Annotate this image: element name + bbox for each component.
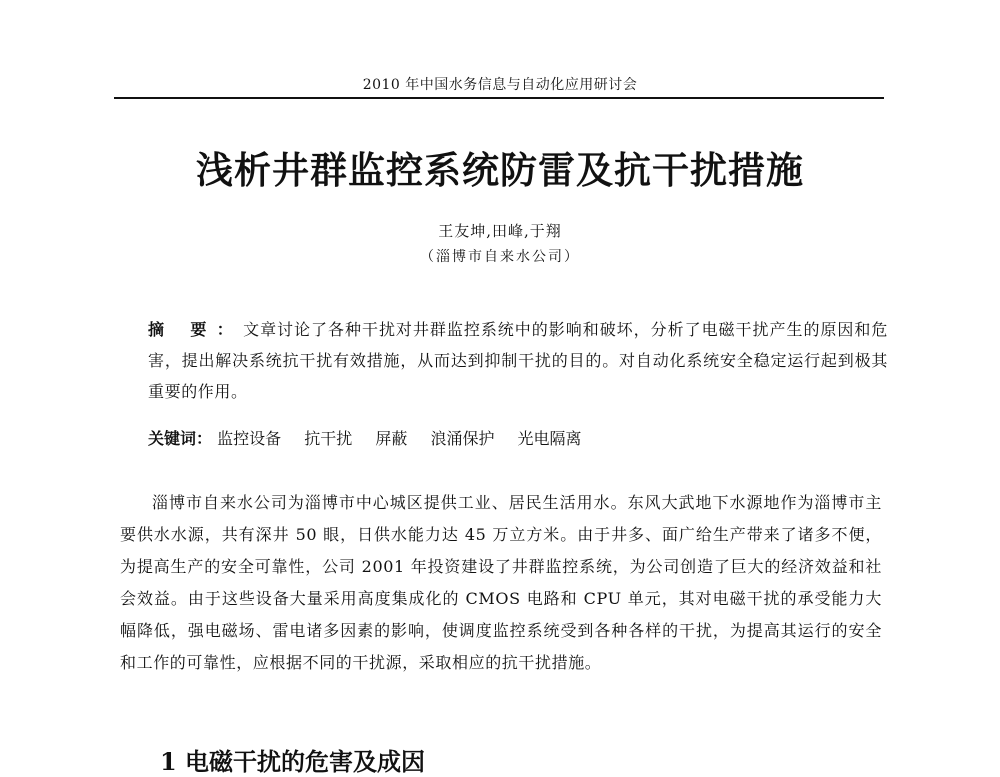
keyword-item: 屏蔽	[375, 429, 408, 448]
author-list: 王友坤,田峰,于翔	[438, 222, 562, 240]
section-heading: 1 电磁干扰的危害及成因	[160, 747, 426, 776]
abstract-label: 摘 要：	[148, 320, 244, 339]
keyword-item: 光电隔离	[517, 429, 582, 448]
keyword-item: 监控设备	[217, 429, 282, 448]
keywords-block	[148, 425, 888, 453]
header-rule	[114, 97, 884, 99]
running-header: 2010 年中国水务信息与自动化应用研讨会	[362, 77, 638, 93]
author-affiliation: （淄博市自来水公司）	[420, 249, 580, 265]
body-paragraph: 淄博市自来水公司为淄博市中心城区提供工业、居民生活用水。东风大武地下水源地作为淄博市主要供水水源，共有深井 50 眼，日供水能力达 45 万立方米。由于井多、面广给生产带来了诸多不便，为提高生产的安全可靠性，公司 2001 年投资建设了井群监控系统，为公司创造了巨大的经济效益和社会效益。由于这些设备大量采用高度集成化的 CMOS 电路和 CPU 单元，其对电磁干扰的承受能力大幅降低，强电磁场、雷电诸多因素的影响，使调度监控系统受到各种各样的干扰，为提高其运行的安全和工作的可靠性，应根据不同的干扰源，采取相应的抗干扰措施。	[120, 493, 882, 672]
paper-title: 浅析井群监控系统防雷及抗干扰措施	[196, 148, 804, 192]
abstract-text: 文章讨论了各种干扰对井群监控系统中的影响和破坏，分析了电磁干扰产生的原因和危害，提出解决系统抗干扰有效措施，从而达到抑制干扰的目的。对自动化系统安全稳定运行起到极其重要的作用。	[148, 320, 888, 401]
abstract-block	[148, 314, 888, 407]
keywords-label: 关键词：	[148, 429, 213, 448]
keyword-item: 浪涌保护	[430, 429, 495, 448]
keyword-item: 抗干扰	[304, 429, 353, 448]
